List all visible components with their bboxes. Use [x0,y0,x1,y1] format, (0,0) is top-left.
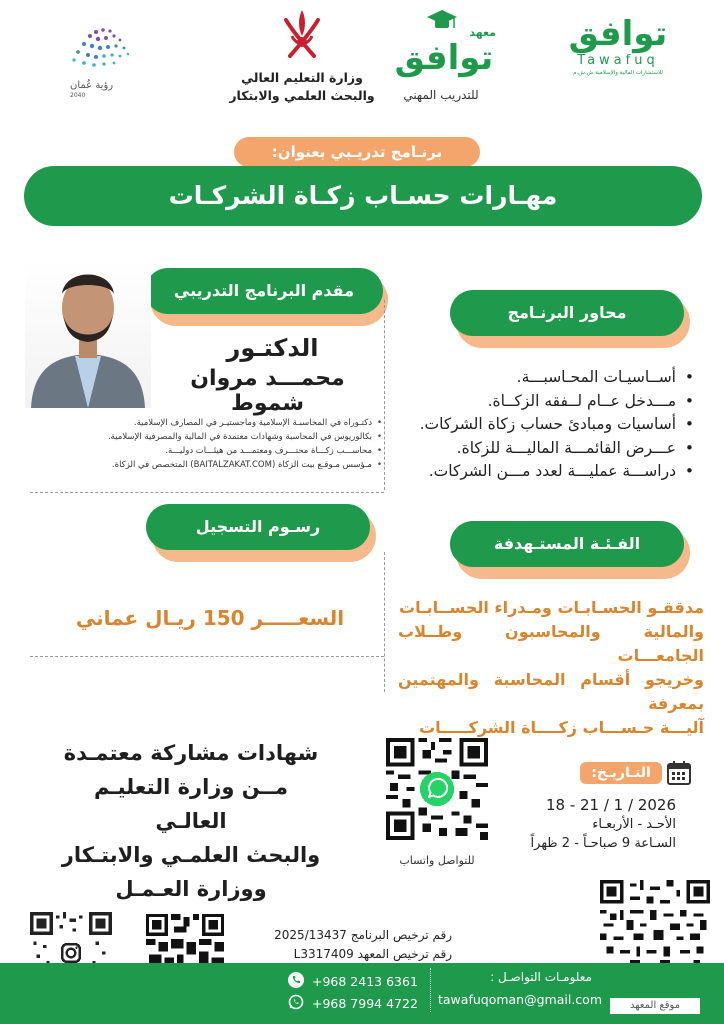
presenter-name: محمـــد مروان شموط [190,366,345,416]
vision-logo-year: 2040 [70,92,86,99]
divider-fees-bottom [30,656,384,657]
footer-bar [0,963,724,1024]
institute-logo-sub: للتدريب المهني [403,88,479,102]
axes-item: • دراســـة عمليـــة لعدد مـــن الشركات. [398,460,698,484]
schedule-info [500,796,676,853]
license-info [252,926,452,964]
axes-item: • عـــرض القائمـــة الماليـــة للزكاة. [398,437,698,461]
divider-presenter-bottom [30,492,384,493]
schedule-time: السـاعة 9 صباحـاً - 2 ظهراً [530,836,676,851]
axes-item: • مـــدخل عــام لــفقه الزكــاة. [398,390,698,414]
program-title: مهـارات حسـاب زكـاة الشركـات [24,166,702,226]
certificates-text [60,736,322,906]
oman-vision-logo [48,22,144,99]
tawafuq-logo-arabic: توافق [568,14,668,54]
target-line: وخريجو أقسام المحاسبة والمهتمين بمعرفة [398,670,704,713]
institute-logo [376,8,506,104]
website-label: موقع المعهد [610,998,700,1014]
schedule-days: الأحـد - الأربعـاء [592,817,676,832]
bio-item: • مـؤسس مـوقـع بيت الزكاة (BAITALZAKAT.COM) المتخصص في الزكاة. [30,458,382,472]
tawafuq-logo-tagline: للاستشارات المالية والإسلامية ش.ش.م [573,70,663,76]
target-line: آليـــة حـســـاب زكــــاة الشركـــــات [419,718,704,737]
program-subtitle: برنـامج تدريـبي بعنوان: [234,137,480,167]
calendar-icon [666,760,692,786]
phone-icon [288,972,304,988]
date-badge [580,760,694,786]
schedule-dates: 18 - 21 / 1 / 2026 [545,796,676,814]
bio-item: • بكالوريوس في المحاسبة وشهادات معتمدة في المالية والمصرفية الإسلامية. [30,430,382,444]
contact-email[interactable]: tawafuqoman@gmail.com [438,992,602,1007]
vision-swirl-icon [48,22,144,80]
axes-section-label: محاور البرنـامج [450,290,684,336]
date-label: التـاريـخ: [580,762,662,784]
certificate-line: ووزارة العـمـل [115,877,267,901]
presenter-bio [30,416,382,472]
certificate-line: والبحث العلمـي والابتـكار [61,843,321,867]
axes-item: • أســاسيـات المحـاسبـــة. [398,366,698,390]
divider-fees [384,552,385,692]
presenter-section-label: مقدم البرنامج التدريبي [145,268,383,314]
target-line: والمالية والمحاسبون وطــلاب الجامعـــات [398,622,704,665]
whatsapp-icon [288,994,304,1010]
tawafuq-logo [552,14,684,98]
price-text: السعـــــر 150 ريـال عماني [75,606,345,630]
axes-list [398,366,698,484]
institute-license: رقم ترخيص المعهد L3317409 [293,947,452,961]
institute-logo-small: معهد [469,26,496,39]
fees-section-label: رسـوم التسجيل [146,504,370,550]
target-line: مدققـو الحسـابـات ومـدراء الحســابـات [399,598,704,617]
institute-logo-name: توافق [394,38,494,78]
bio-item: • دكتـوراه في المحاسبـة الإسلامية وماجستيـر في المصارف الإسلامية. [30,416,382,430]
target-audience [398,596,704,740]
whatsapp-qr-code[interactable] [386,738,488,840]
contact-label: معلومـات التواصـل : [490,970,592,984]
tawafuq-logo-english: Tawafuq [577,53,659,68]
target-section-label: الفـئـة المستـهدفة [450,521,684,567]
whatsapp-label: للتواصل واتساب [399,854,475,867]
certificate-line: مــن وزارة التعليـم العالـي [93,775,288,833]
presenter-title: الدكتـور [226,334,319,362]
ministry-logo-line1: وزارة التعليم العالي [241,70,363,85]
ministry-logo-line2: والبحث العلمي والابتكار [229,88,375,103]
presenter-photo [25,258,151,408]
certificate-line: شهادات مشاركة معتمـدة [63,741,319,765]
footer-divider [430,968,432,1012]
oman-emblem-icon [278,6,326,66]
program-license: رقم ترخيص البرنامج 2025/13437 [274,928,452,942]
bio-item: • محاســـب زكـــاة محتـــرف ومعتمـــد من هيئـــات دوليـــة. [30,444,382,458]
graduation-cap-icon [426,8,458,32]
phone-number-1[interactable]: +968 2413 6361 [312,974,418,989]
vision-logo-text: رؤية عُمان [70,80,114,91]
phone-number-2[interactable]: +968 7994 4722 [312,996,418,1011]
axes-item: • أساسيات ومبادئ حساب زكاة الشركات. [398,413,698,437]
ministry-logo [228,6,376,106]
